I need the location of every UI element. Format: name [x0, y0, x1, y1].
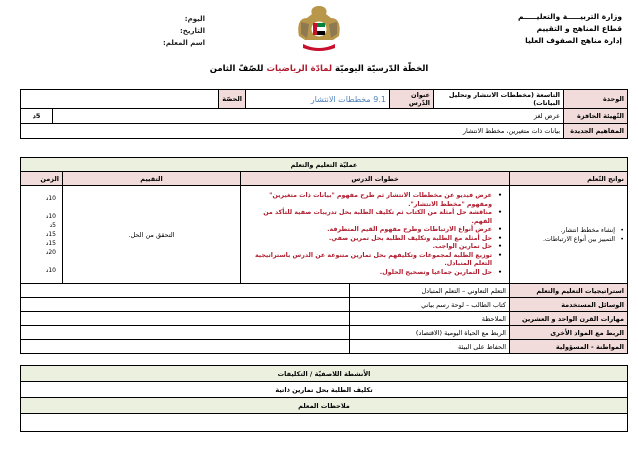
step-item: • توزيع الطلبة لمجموعات وتكليفهم بحل تمارين متنوعة عن الدرس باستراتيجية التعلم المتبادل. [244, 252, 502, 269]
page-title: الخطّة الدّرسيّة اليوميّة لمادّة الرياضيات للصّفّ الثامن [209, 64, 429, 74]
teaching-process-table [20, 157, 628, 354]
detail-value: الملاحظة [350, 312, 510, 326]
subject-name: لمادّة الرياضيات [266, 64, 333, 74]
detail-label: مهارات القرن الواحد و العشرين [510, 312, 628, 326]
detail-value: التعلم التعاوني – التعلم المتبادل [350, 284, 510, 298]
period-value [21, 90, 219, 109]
warmup-time: 5د [21, 109, 53, 124]
outcomes-cell [510, 186, 628, 284]
detail-label: الربط مع المواد الأخرى [510, 326, 628, 340]
detail-value: الربط مع الحياة اليومية (الاقتصاد) [350, 326, 510, 340]
step-item: • حل التمارين جماعيا وتصحيح الحلول. [244, 269, 502, 278]
activities-value: تكليف الطلبة بحل تمارين ذاتية [21, 382, 628, 398]
col-outcomes: نواتج التّعلم [510, 172, 628, 186]
notes-value [21, 414, 628, 432]
col-steps: خطوات الدرس [241, 172, 510, 186]
notes-title: ملاحظات المعلم [21, 398, 628, 414]
times-cell [21, 186, 63, 284]
assessment-cell: التحقق من الحل. [63, 186, 241, 284]
activities-title: الأنشطة اللاصفيّة / التكليفات [21, 366, 628, 382]
detail-value: الحفاظ على البيئة [350, 340, 510, 354]
time-value: 20د [45, 249, 56, 256]
activities-notes-table [20, 365, 628, 432]
ministry-line: وزارة التربيـــــة والتعليـــــم [517, 12, 622, 21]
lesson-info-table [20, 89, 628, 139]
day-label: اليوم: [184, 15, 205, 23]
unit-label: الوحدة [564, 90, 628, 109]
warmup-label: التّهيئة الحافزة [564, 109, 628, 124]
outcome-item: • إنشاء مخطط انتشار. [513, 226, 624, 235]
lesson-title-label: عنوان الدّرس [390, 90, 434, 109]
ministry-header [422, 11, 622, 47]
date-label: التاريخ: [179, 27, 205, 35]
time-value: 15د [45, 240, 56, 247]
time-value: 5د [49, 222, 56, 229]
col-time: الزمن [21, 172, 63, 186]
period-label: الحصّة [219, 90, 246, 109]
detail-label: الوسائل المستخدمة [510, 298, 628, 312]
teacher-name-label: اسم المعلم: [162, 39, 205, 47]
step-item: • عرض أنواع الارتباطات وطرح مفهوم القيم المتطرفة. [244, 226, 502, 235]
concepts-label: المفاهيم الجديدة [564, 124, 628, 139]
col-assessment: التقييم [63, 172, 241, 186]
unit-value: التاسعة (مخططات الانتشار وتحليل البيانات) [434, 90, 564, 109]
concepts-value: بيانات ذات متغيرين، مخطط الانتشار [21, 124, 564, 139]
step-item: • مناقشة حل أمثلة من الكتاب ثم تكليف الطلبة بحل تدريبات صفية للتأكد من الفهم. [244, 209, 502, 226]
teacher-info-labels [95, 13, 205, 49]
uae-emblem-icon [295, 4, 343, 54]
time-value [24, 203, 59, 212]
detail-label: استراتيجيات التعليم والتعلم [510, 284, 628, 298]
time-value [24, 257, 59, 266]
outcome-item: • التمييز بين أنواع الارتباطات. [513, 235, 624, 244]
time-value: 10د [45, 213, 56, 220]
time-value: 15د [45, 231, 56, 238]
time-value: 10د [45, 267, 56, 274]
department-line: إدارة مناهج الصفوف العليا [525, 36, 622, 45]
lesson-title-value: 9.1 مخططات الانتشار [246, 90, 390, 109]
step-item: • عرض فيديو عن مخططات الانتشار ثم طرح مفهوم "بيانات ذات متغيرين" ومفهوم "مخطط الانتشار". [244, 192, 502, 209]
steps-cell [241, 186, 510, 284]
time-value: 10د [45, 195, 56, 202]
detail-label: المواطنة - المسؤولية [510, 340, 628, 354]
step-item: • حل أمثلة مع الطلبة وتكليف الطلبة بحل تمرين صفي. [244, 235, 502, 244]
detail-value: كتاب الطالب – لوحة رسم بياني [350, 298, 510, 312]
sector-line: قطاع المناهج و التقييم [536, 24, 622, 33]
step-item: • حل تمارين الواجب. [244, 243, 502, 252]
warmup-value: عرض لغز [53, 109, 564, 124]
process-section-title: عمليّة التعليم والتعلم [21, 158, 628, 172]
